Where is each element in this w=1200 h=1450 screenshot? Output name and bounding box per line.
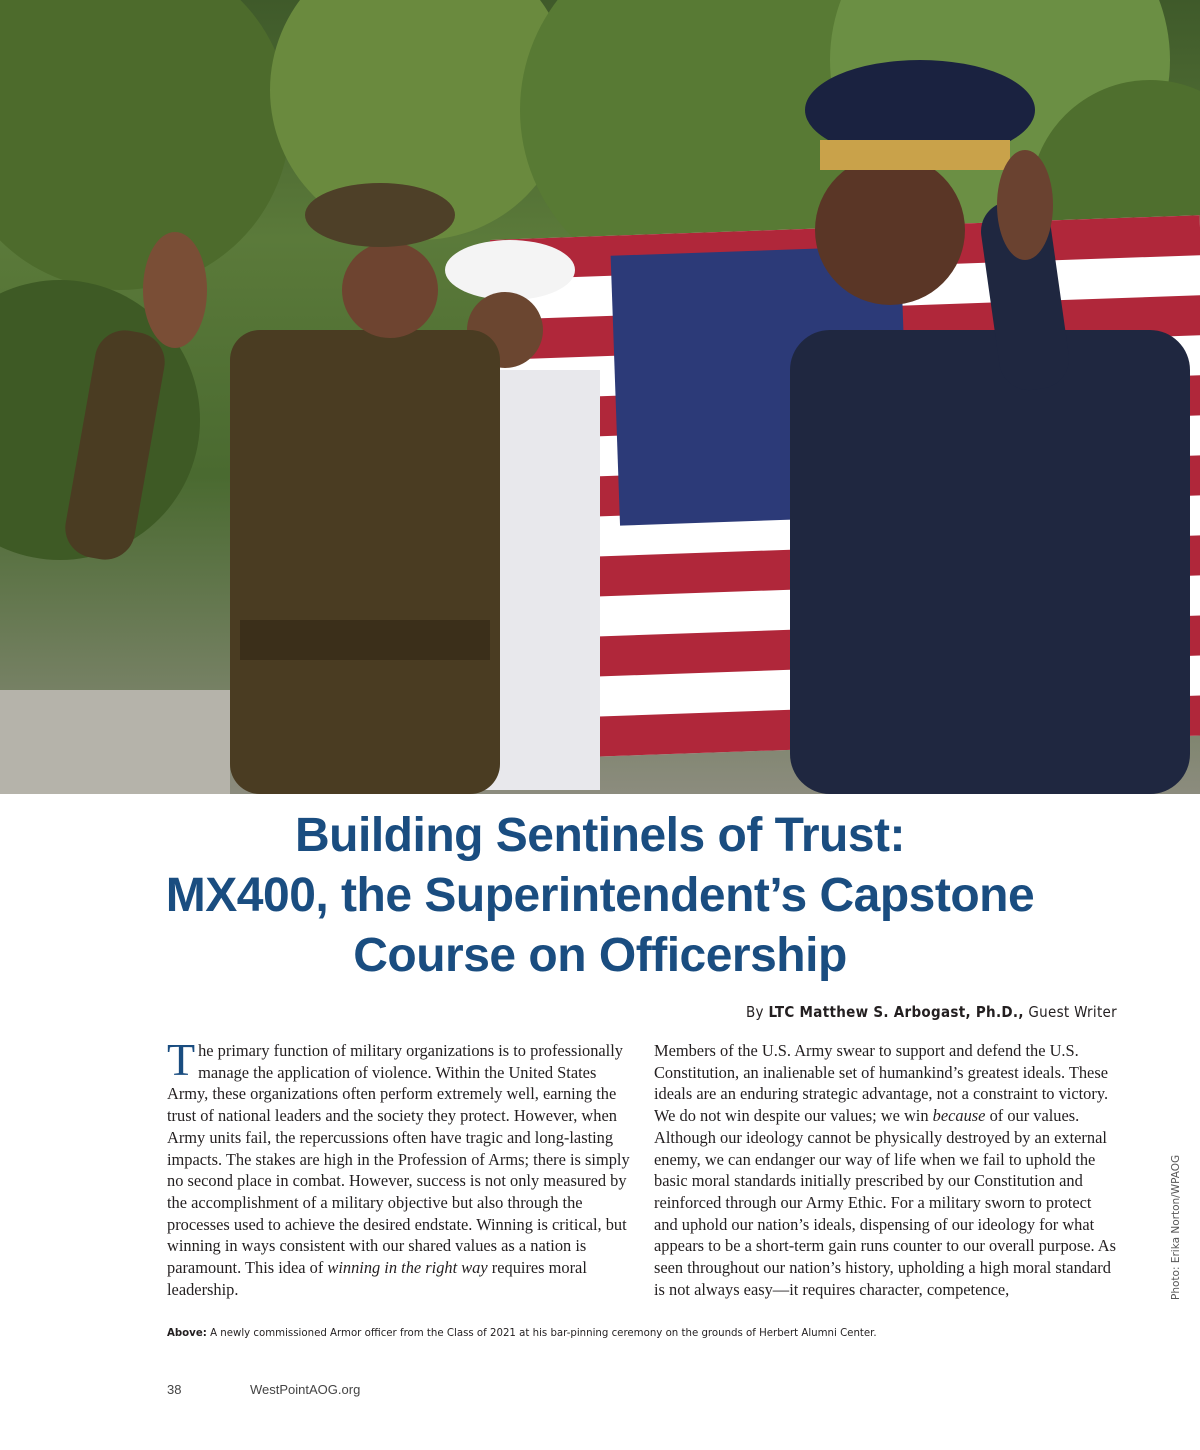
title-line-2: MX400, the Superintendent’s Capstone <box>165 869 1035 922</box>
title-line-1: Building Sentinels of Trust: <box>295 809 905 862</box>
byline-author: LTC Matthew S. Arbogast, Ph.D., <box>768 1003 1024 1021</box>
article-title <box>120 806 1080 986</box>
page-number: 38 <box>167 1382 182 1397</box>
right-text-end: of our values. Although our ideology cannot be physically destroyed by an external enemy, we can endanger our way of life when we fail to uphold the basic moral standards initially prescribed by our Constitution and reinforced through our Army Ethic. For a military sworn to protect and uphold our nation’s ideals, dispensing of our ideology for what appears to be a short-term gain runs counter to our overall purpose. As seen throughout our nation’s history, upholding a high moral standard is not always easy—it requires character, competence, <box>654 1106 1116 1299</box>
right-text: Members of the U.S. Army swear to support and defend the U.S. Constitution, an inalienable set of humankind’s greatest ideals. These ideals are an enduring strategic advantage, not a constraint to victory. We do not win despite our values; we win <box>654 1041 1109 1126</box>
caption-label: Above: <box>167 1328 207 1339</box>
left-text: he primary function of military organizations is to professionally manage the application of violence. Within the United States Army, these organizations often perform extremely well, earning the trust of national leaders and the society they protect. However, when Army units fail, the repercussions often have tragic and long-lasting impacts. The stakes are high in the Profession of Arms; there is simply no second place in combat. However, success is not only measured by the accomplishment of a military objective but also through the processes used to achieve the desired endstate. Winning is critical, but winning in ways consistent with our shared values as a nation is paramount. This idea of <box>167 1041 630 1278</box>
body-column-right <box>654 1040 1119 1300</box>
caption-text: A newly commissioned Armor officer from the Class of 2021 at his bar-pinning ceremony on the grounds of Herbert Alumni Center. <box>210 1328 877 1339</box>
title-line-3: Course on Officership <box>353 929 847 982</box>
photo-caption <box>167 1328 877 1339</box>
byline-prefix: By <box>746 1003 764 1021</box>
right-emphasis: because <box>932 1106 986 1126</box>
byline <box>746 1003 1117 1021</box>
photo-credit: Photo: Erika Norton/WPAOG <box>1170 1154 1182 1300</box>
left-text-end: requires moral leadership. <box>167 1258 587 1299</box>
left-emphasis: winning in the right way <box>327 1258 488 1278</box>
drop-cap: T <box>167 1034 196 1085</box>
byline-role: Guest Writer <box>1028 1003 1117 1021</box>
site-link[interactable]: WestPointAOG.org <box>250 1382 361 1397</box>
body-column-left <box>167 1034 632 1300</box>
